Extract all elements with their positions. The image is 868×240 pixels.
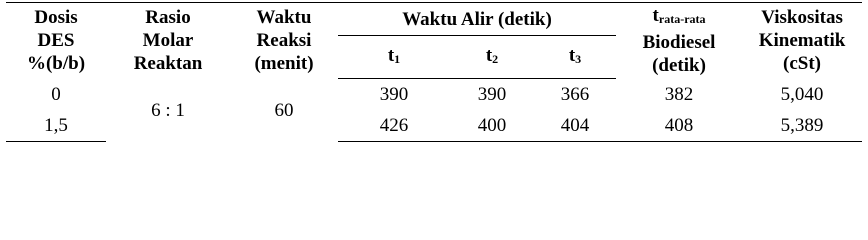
cell-t3: 366 (560, 84, 590, 105)
cell-t1: 390 (379, 84, 409, 105)
cell-viskositas: 5,389 (742, 110, 862, 142)
cell-t2: 400 (450, 110, 534, 142)
viscosity-table (6, 2, 862, 142)
cell-dosis: 1,5 (6, 110, 106, 142)
cell-t2: 390 (477, 84, 507, 105)
header-t2: t2 (450, 36, 534, 79)
cell-t-rata-rata: 408 (616, 110, 742, 142)
header-t1: t1 (338, 36, 450, 79)
header-dosis-des: Dosis DES %(b/b) (6, 3, 106, 79)
header-viskositas: Viskositas Kinematik (cSt) (742, 3, 862, 79)
cell-viskositas: 5,040 (780, 83, 824, 105)
header-waktu-reaksi: Waktu Reaksi (menit) (230, 3, 338, 79)
header-waktu-alir: Waktu Alir (detik) (338, 3, 616, 36)
header-t-rata-rata: trata-rata Biodiesel (detik) (616, 3, 742, 79)
cell-t3: 404 (534, 110, 616, 142)
cell-t-rata-rata: 382 (664, 83, 694, 105)
cell-dosis: 0 (51, 83, 61, 105)
header-rasio-molar: Rasio Molar Reaktan (106, 3, 230, 79)
cell-rasio-molar: 6 : 1 (151, 99, 185, 121)
table-row (6, 79, 862, 111)
cell-t1: 426 (338, 110, 450, 142)
header-t3: t3 (534, 36, 616, 79)
cell-waktu-reaksi: 60 (274, 99, 294, 121)
